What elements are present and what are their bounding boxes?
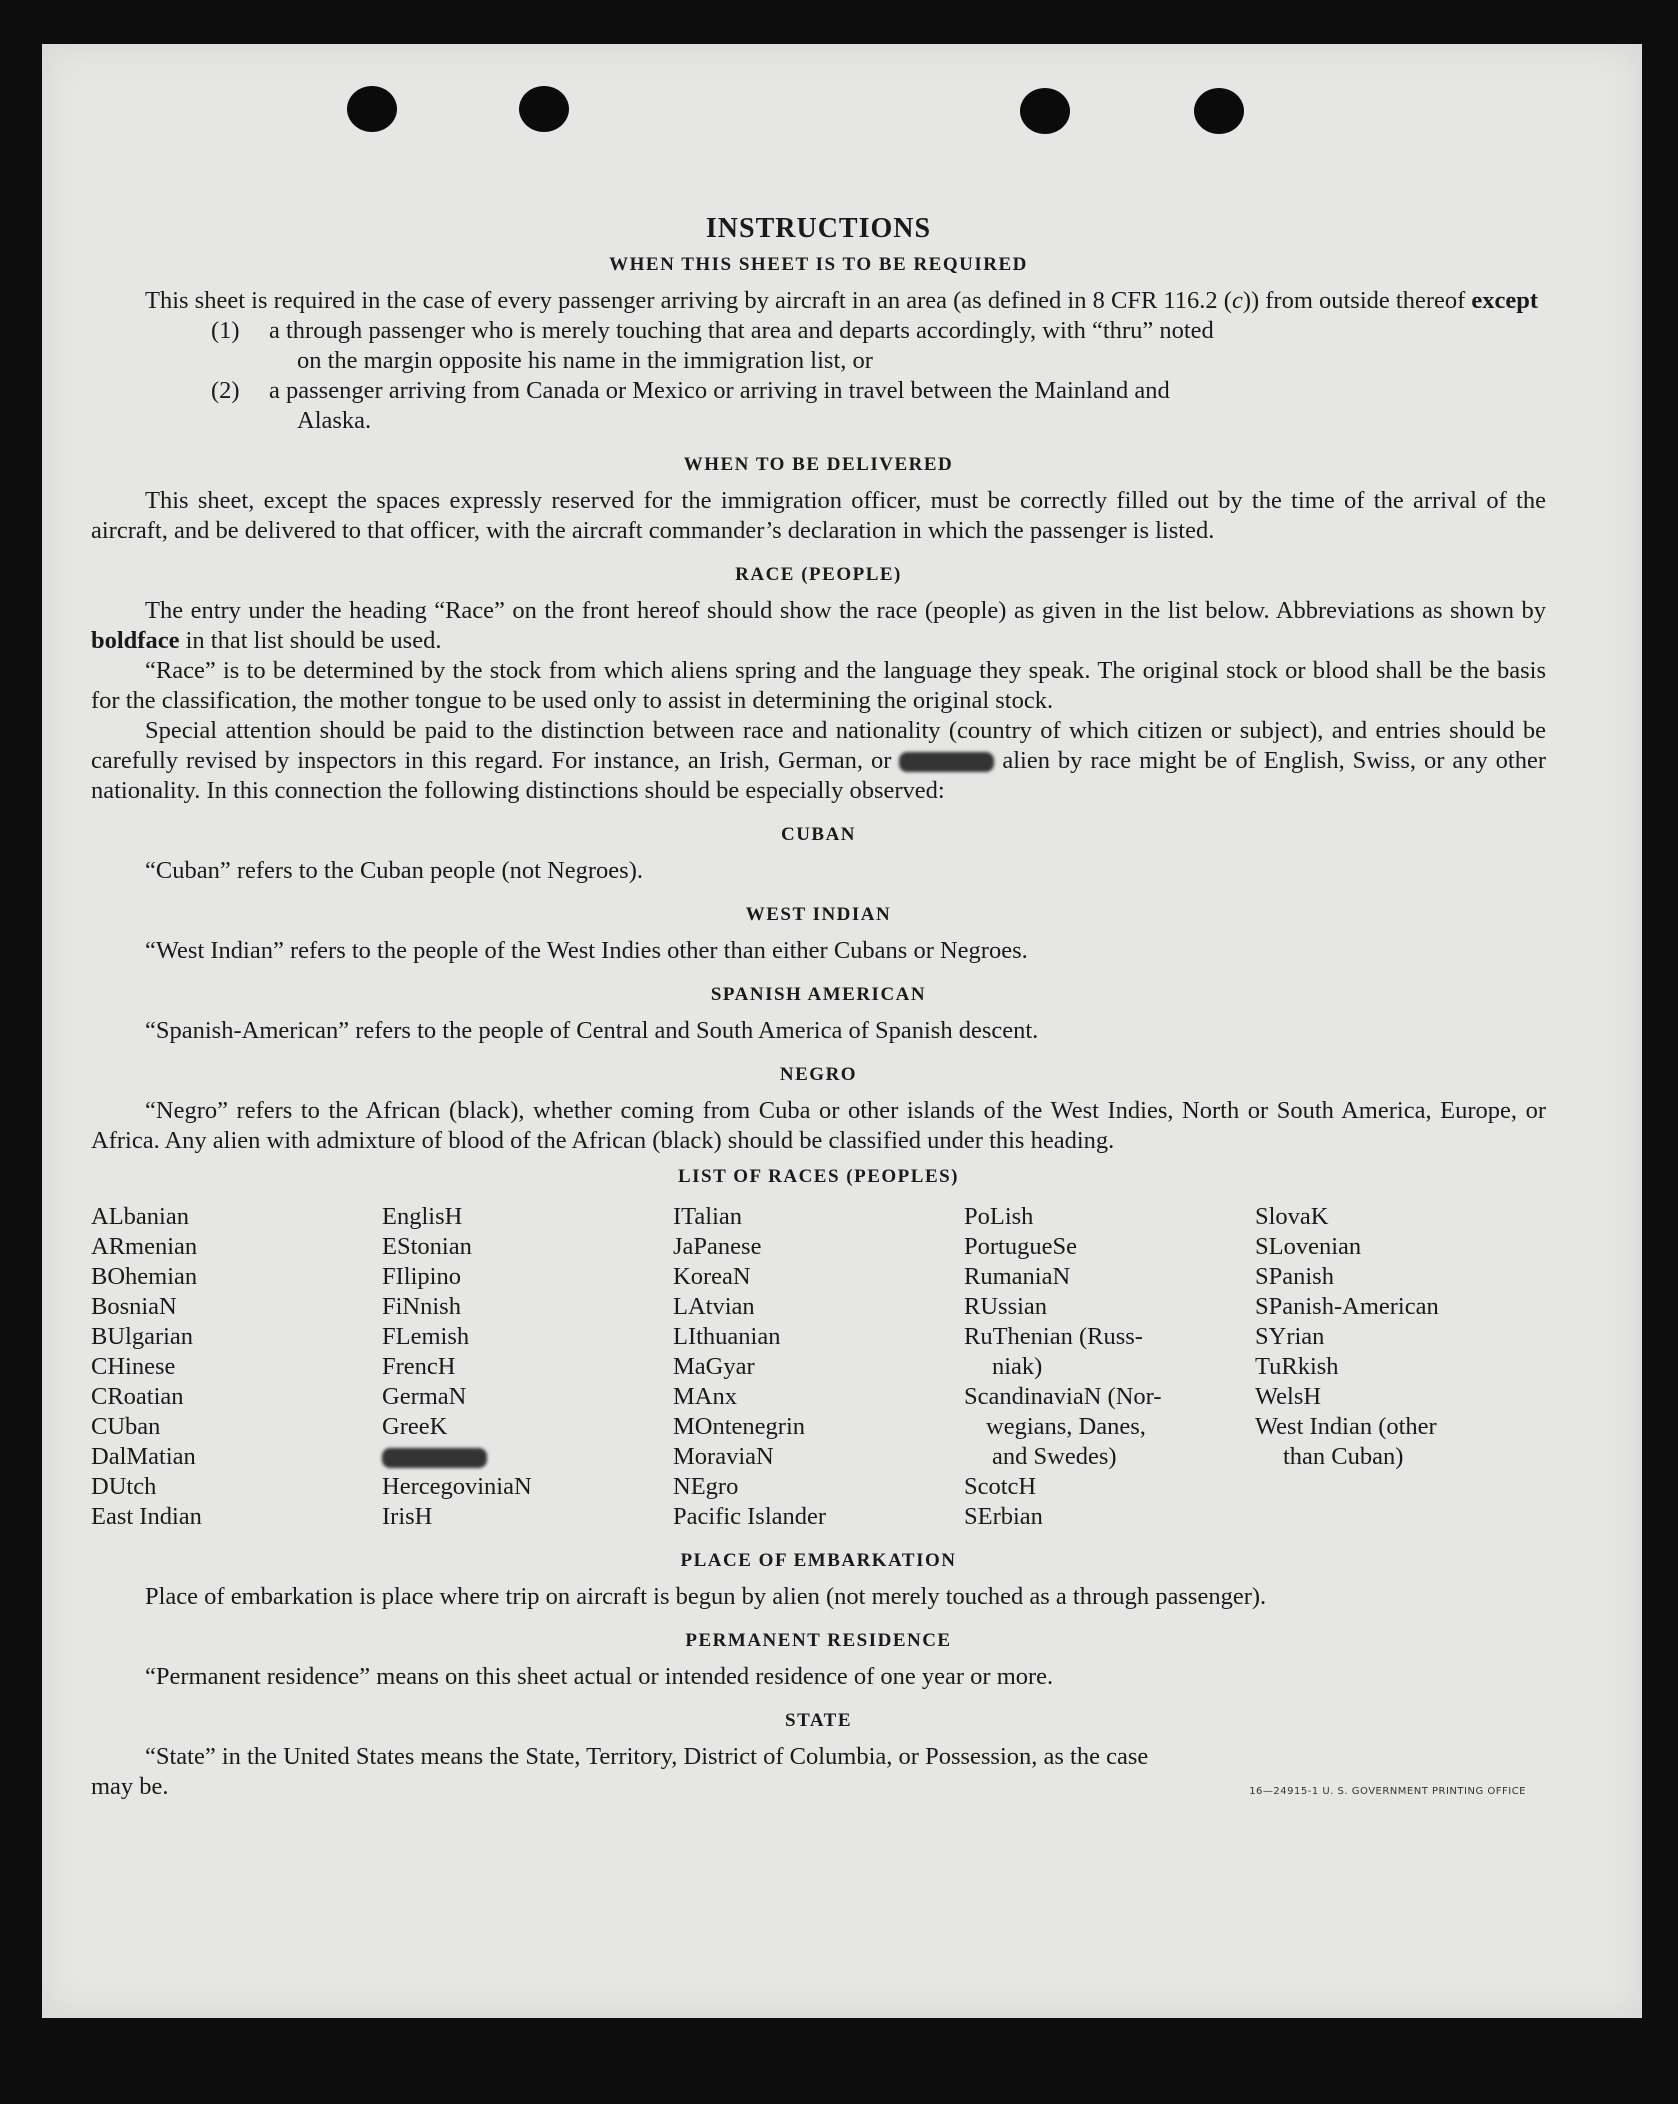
required-item-1: (1) a through passenger who is merely touching that area and departs accordingly, with “thru” noted on the margin opposite his name in the immigration list, or	[211, 317, 1214, 374]
race-item: DUtch	[91, 1473, 157, 1500]
required-intro: This sheet is required in the case of every passenger arriving by aircraft in an area (as defined in 8 CFR 116.2 (c)) from outside thereof except	[145, 287, 1539, 314]
residence-text: “Permanent residence” means on this sheet actual or intended residence of one year or more.	[145, 1663, 1054, 1690]
race-item: ScotcH	[964, 1473, 1037, 1500]
race-item: wegians, Danes,	[986, 1413, 1146, 1440]
punch-hole	[1194, 88, 1244, 134]
race-item: EStonian	[382, 1233, 472, 1260]
section-heading-required: WHEN THIS SHEET IS TO BE REQUIRED	[609, 254, 1028, 275]
punch-hole	[1020, 88, 1070, 134]
race-item: FrencH	[382, 1353, 456, 1380]
section-heading-delivered: WHEN TO BE DELIVERED	[683, 454, 954, 475]
section-heading-negro: NEGRO	[779, 1064, 858, 1085]
section-heading-races-list: LIST OF RACES (PEOPLES)	[677, 1166, 960, 1187]
race-item: FIlipino	[382, 1263, 461, 1290]
race-item: MoraviaN	[673, 1443, 774, 1470]
race-item: HercegoviniaN	[382, 1473, 532, 1500]
race-item: GermaN	[382, 1383, 467, 1410]
race-item: IrisH	[382, 1503, 433, 1530]
race-paragraph-3: Special attention should be paid to the distinction between race and nationality (country of which citizen or subject), and entries should be carefully revised by inspectors in this regard. For instance, an Irish, German, or alien by race might be of English, Swiss, or any other nationality. In this connection the following distinctions should be especially observed:	[91, 717, 1546, 804]
races-column-2	[382, 1202, 673, 1532]
race-item: GreeK	[382, 1413, 448, 1440]
section-heading-residence: PERMANENT RESIDENCE	[685, 1630, 952, 1651]
race-item: and Swedes)	[992, 1443, 1117, 1470]
race-item: DalMatian	[91, 1443, 196, 1470]
race-item: SErbian	[964, 1503, 1043, 1530]
races-column-1	[91, 1202, 382, 1532]
state-text-line-2: may be.	[91, 1773, 169, 1800]
race-item: PortugueSe	[964, 1233, 1077, 1260]
race-item: MaGyar	[673, 1353, 755, 1380]
race-item: SPanish-American	[1255, 1293, 1439, 1320]
race-item: MOntenegrin	[673, 1413, 805, 1440]
race-paragraph-1: The entry under the heading “Race” on the front hereof should show the race (people) as given in the list below. Abbreviations as shown by boldface in that list should be used.	[91, 597, 1546, 654]
race-item: RuThenian (Russ-	[964, 1323, 1143, 1350]
race-item: FLemish	[382, 1323, 470, 1350]
page-title: INSTRUCTIONS	[705, 213, 932, 244]
race-item: MAnx	[673, 1383, 737, 1410]
race-item: East Indian	[91, 1503, 202, 1530]
print-code: 16—24915-1 U. S. GOVERNMENT PRINTING OFFICE	[1249, 1786, 1526, 1797]
section-heading-cuban: CUBAN	[780, 824, 857, 845]
punch-hole	[519, 86, 569, 132]
race-paragraph-2: “Race” is to be determined by the stock from which aliens spring and the language they speak. The original stock or blood shall be the basis for the classification, the mother tongue to be used only to assist in determining the original stock.	[91, 657, 1546, 714]
spanish-american-text: “Spanish-American” refers to the people of Central and South America of Spanish descent.	[145, 1017, 1039, 1044]
race-item: PoLish	[964, 1203, 1034, 1230]
race-item: LIthuanian	[673, 1323, 781, 1350]
section-heading-race: RACE (PEOPLE)	[735, 564, 902, 585]
race-item: ARmenian	[91, 1233, 198, 1260]
document-sheet	[42, 44, 1642, 2018]
race-item: BOhemian	[91, 1263, 198, 1290]
delivered-text: This sheet, except the spaces expressly reserved for the immigration officer, must be correctly filled out by the time of the arrival of the aircraft, and be delivered to that officer, with the aircraft commander’s declaration in which the passenger is listed.	[91, 487, 1546, 544]
race-item: CUban	[91, 1413, 161, 1440]
state-text-line-1: “State” in the United States means the State, Territory, District of Columbia, or Possession, as the case	[145, 1743, 1149, 1770]
punch-hole	[347, 86, 397, 132]
race-item: KoreaN	[673, 1263, 751, 1290]
race-item: FiNnish	[382, 1293, 461, 1320]
race-item: West Indian (other	[1255, 1413, 1437, 1440]
race-item: BosniaN	[91, 1293, 177, 1320]
section-heading-embarkation: PLACE OF EMBARKATION	[680, 1550, 957, 1571]
race-item: CHinese	[91, 1353, 176, 1380]
race-item: ALbanian	[91, 1203, 189, 1230]
race-item: Pacific Islander	[673, 1503, 827, 1530]
race-item: TuRkish	[1255, 1353, 1339, 1380]
race-item: WelsH	[1255, 1383, 1322, 1410]
section-heading-state: STATE	[785, 1710, 852, 1731]
footer-line	[91, 1772, 1546, 1807]
race-item: SYrian	[1255, 1323, 1325, 1350]
cuban-text: “Cuban” refers to the Cuban people (not Negroes).	[145, 857, 643, 884]
race-item: CRoatian	[91, 1383, 184, 1410]
race-item: LAtvian	[673, 1293, 755, 1320]
instructions-content	[91, 169, 1546, 1807]
west-indian-text: “West Indian” refers to the people of the West Indies other than either Cubans or Negroes.	[145, 937, 1028, 964]
section-heading-west-indian: WEST INDIAN	[745, 904, 892, 925]
negro-text: “Negro” refers to the African (black), whether coming from Cuba or other islands of the West Indies, North or South America, Europe, or Africa. Any alien with admixture of blood of the African (black) should be classified under this heading.	[91, 1097, 1546, 1154]
race-item: SlovaK	[1255, 1203, 1329, 1230]
redaction-mark	[899, 752, 994, 772]
race-item: niak)	[992, 1353, 1043, 1380]
races-list	[91, 1202, 1546, 1532]
race-item: ITalian	[673, 1203, 743, 1230]
redacted-race-item	[382, 1442, 673, 1472]
race-item: JaPanese	[673, 1233, 762, 1260]
race-item: RUssian	[964, 1293, 1048, 1320]
embarkation-text: Place of embarkation is place where trip on aircraft is begun by alien (not merely touched as a through passenger).	[145, 1583, 1267, 1610]
races-column-5	[1255, 1202, 1546, 1532]
race-item: EnglisH	[382, 1203, 463, 1230]
race-item: ScandinaviaN (Nor-	[964, 1383, 1162, 1410]
races-column-3	[673, 1202, 964, 1532]
redaction-mark	[382, 1448, 487, 1468]
race-item: SPanish	[1255, 1263, 1334, 1290]
race-item: NEgro	[673, 1473, 739, 1500]
race-item: SLovenian	[1255, 1233, 1362, 1260]
section-heading-spanish-american: SPANISH AMERICAN	[710, 984, 927, 1005]
races-column-4	[964, 1202, 1255, 1532]
race-item: BUlgarian	[91, 1323, 194, 1350]
required-item-2: (2) a passenger arriving from Canada or Mexico or arriving in travel between the Mainland and Alaska.	[211, 377, 1170, 434]
race-item: than Cuban)	[1283, 1443, 1404, 1470]
race-item: RumaniaN	[964, 1263, 1071, 1290]
